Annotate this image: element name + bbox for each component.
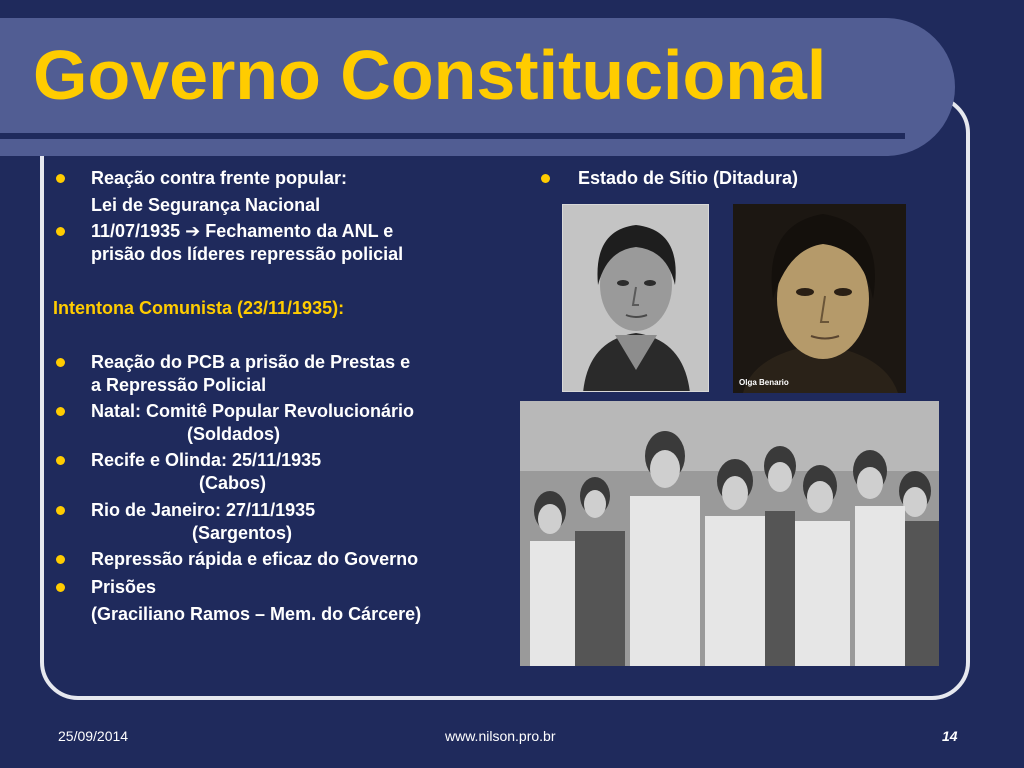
portrait-photo-olga-benario [733, 204, 906, 393]
bullet-icon [56, 456, 65, 465]
item-text: Fechamento da ANL e [205, 221, 394, 241]
item-recife-olinda: Recife e Olinda: 25/11/1935 [91, 450, 322, 470]
bullet-icon [541, 174, 550, 183]
item-prisoes: Prisões [91, 577, 157, 597]
item-graciliano-ramos: (Graciliano Ramos – Mem. do Cárcere) [91, 604, 422, 624]
item-soldados: (Soldados) [187, 424, 280, 444]
item-date: 11/07/1935 [91, 221, 181, 241]
item-natal: Natal: Comitê Popular Revolucionário [91, 401, 415, 421]
footer-website: www.nilson.pro.br [445, 728, 556, 744]
title-underline [0, 133, 905, 139]
bullet-icon [56, 227, 65, 236]
item-repressao-rapida: Repressão rápida e eficaz do Governo [91, 549, 419, 569]
item-repressao-policial: a Repressão Policial [91, 375, 267, 395]
item-estado-de-sitio: Estado de Sítio (Ditadura) [578, 168, 799, 188]
bullet-icon [56, 358, 65, 367]
intentona-heading: Intentona Comunista (23/11/1935): [53, 298, 345, 318]
item-reaction-frente-popular: Reação contra frente popular: [91, 168, 348, 188]
bullet-icon [56, 583, 65, 592]
bullet-icon [56, 555, 65, 564]
bullet-icon [56, 506, 65, 515]
slide-title: Governo Constitucional [33, 36, 827, 114]
bullet-icon [56, 174, 65, 183]
portrait-photo-woman [562, 204, 709, 392]
photo-caption: Olga Benario [739, 378, 789, 387]
item-reacao-pcb: Reação do PCB a prisão de Prestas e [91, 352, 411, 372]
item-fechamento-anl [91, 219, 393, 244]
item-sargentos: (Sargentos) [192, 523, 293, 543]
arrow-right-icon: ➔ [185, 221, 201, 242]
bullet-icon [56, 407, 65, 416]
item-prisao-lideres: prisão dos líderes repressão policial [91, 244, 404, 264]
footer-date: 25/09/2014 [58, 728, 129, 744]
item-cabos: (Cabos) [199, 473, 266, 493]
group-photo-prisoners [520, 401, 939, 666]
page-number: 14 [942, 728, 958, 744]
item-rio-de-janeiro: Rio de Janeiro: 27/11/1935 [91, 500, 316, 520]
item-lei-seguranca: Lei de Segurança Nacional [91, 195, 321, 215]
